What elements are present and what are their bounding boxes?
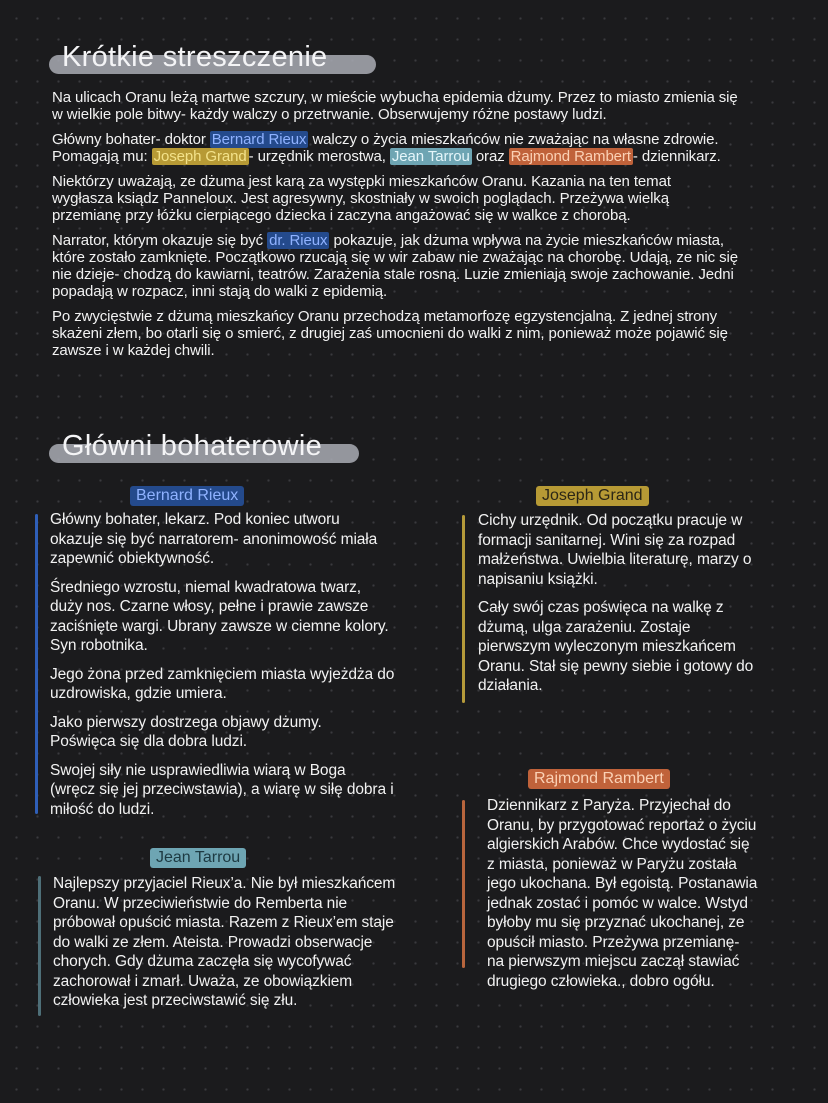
highlighted-name: Bernard Rieux [211,131,307,148]
text-line: Cały swój czas poświęca na walkę z [478,599,724,616]
text-line: chorych. Gdy dżuma zaczęła się wycofywać [53,953,352,970]
text-line [52,342,738,359]
text-segment: Na ulicach Oranu leżą martwe szczury, w mieście wybucha epidemia dżumy. Przez to miasto zmienia się [52,89,738,106]
text-line [52,232,738,249]
text-line: Cichy urzędnik. Od początku pracuje w [478,512,743,529]
highlighted-name: Rajmond Rambert [510,148,631,165]
text-line: Najlepszy przyjaciel Rieux’a. Nie był mieszkańcem [53,875,396,892]
text-segment: w wielkie pole bitwy- każdy walczy o przetrwanie. Obserwujemy różne postawy ludzi. [52,106,607,123]
text-line: człowieka jest przeciwstawić się złu. [53,992,298,1009]
text-line: na pierwszym miejscu zaczął stawiać [487,953,740,970]
text-segment: które zostało zamknięte. Początkowo rzucają się w wir zabaw nie zważając na chorobę. Udają, ze nic się [52,249,738,266]
text-line: jednak zostać i pomóc w walce. Wstyd [487,894,748,912]
text-line: działania. [478,677,543,694]
accent-bar-orange [462,800,465,968]
text-line: Jako pierwszy dostrzega objawy dżumy. [50,713,322,731]
text-segment: przemianę przy łóżku cierpiącego dziecka i zaczyna angażować się w walkce z chorobą. [52,207,631,224]
character-name-grand: Joseph Grand [536,486,649,506]
text-line: Syn robotnika. [50,637,148,654]
text-segment: Narrator, którym okazuje się być [52,232,268,249]
text-line: pierwszym wyleczonym mieszkańcem [478,638,736,655]
accent-bar-teal [38,876,41,1016]
text-line: miłość do ludzi. [50,800,155,818]
section-title-summary: Krótkie streszczenie [62,41,328,73]
accent-bar-blue [35,514,38,814]
text-line: zapewnić obiektywność. [50,550,215,567]
paragraph [52,173,738,224]
text-line: Średniego wzrostu, niemal kwadratowa twarz, [50,578,362,596]
text-line: Poświęca się dla dobra ludzi. [50,733,247,750]
paragraph [53,874,395,1011]
text-line [52,266,738,283]
text-segment: Główny bohater- doktor [52,131,210,148]
text-segment: skażeni złem, bo otarli się o smierć, z drugiej zaś umocnieni do walki z nim, ponieważ może pojawić się [52,325,728,342]
character-text-rambert [487,796,757,1000]
text-line: drugiego człowieka., dobro ogółu. [487,972,715,990]
highlighted-name: Joseph Grand [153,148,247,165]
paragraph [50,510,394,569]
highlighted-name: Jean Tarrou [391,148,470,165]
text-segment: pokazuje, jak dżuma wpływa na życie mieszkańców miasta, [329,232,724,249]
text-line: algierskich Arabów. Chce wydostać się [487,836,750,853]
character-name-rambert: Rajmond Rambert [528,769,670,789]
text-line: duży nos. Czarne włosy, pełne i prawie zawsze [50,598,369,615]
paragraph [50,761,394,820]
paragraph [478,598,753,696]
text-segment: Po zwycięstwie z dżumą mieszkańcy Oranu przechodzą metamorfozę egzystencjalną. Z jednej strony [52,308,718,325]
character-name-tarrou: Jean Tarrou [150,848,246,868]
paragraph [50,665,394,704]
text-line [52,207,738,224]
text-line [52,190,738,207]
text-line: Oranu, by przygotować reportaż o życiu [487,816,757,834]
text-line: Główny bohater, lekarz. Pod koniec utworu [50,511,340,528]
text-line [52,89,738,106]
text-line: próbował opuścić miasta. Razem z Rieux’em staje [53,914,394,931]
section-title-characters: Główni bohaterowie [62,430,323,462]
summary-text [52,89,738,367]
text-line: napisaniu książki. [478,570,598,588]
text-segment: walczy o życia mieszkańców nie zważając na własne zdrowie. [308,131,719,148]
character-text-tarrou [53,874,395,1020]
text-line: do walki ze złem. Ateista. Prowadzi obserwacje [53,933,373,951]
text-line [52,131,738,148]
text-segment: Niektórzy uważają, ze dżuma jest karą za występki mieszkańców Oranu. Kazania na ten temat [52,173,671,190]
text-line [52,106,738,123]
text-line [52,173,738,190]
text-line: (wręcz się jej przeciwstawia), a wiarę w siłę dobra i [50,781,394,798]
text-line: byłoby mu się przyznać ukochanej, ze [487,914,745,931]
text-segment: zawsze i w każdej chwili. [52,342,215,359]
paragraph [52,308,738,359]
text-line: opuścił miasto. Przeżywa przemianę- [487,933,740,951]
text-line: jego ukochana. Był egoistą. Postanawia [487,875,758,892]
text-segment: - dziennikarz. [632,148,721,165]
paragraph [487,796,757,991]
text-segment: popadają w rozpacz, inni stają do walki z epidemią. [52,283,388,300]
text-segment: - urzędnik merostwa, [248,148,390,165]
paragraph [478,511,753,589]
text-line: Jego żona przed zamknięciem miasta wyjeżdża do [50,665,395,683]
text-line: uzdrowiska, gdzie umiera. [50,685,227,702]
paragraph [50,578,394,656]
highlighted-name: dr. Rieux [269,232,328,249]
text-segment: Pomagają mu: [52,148,152,165]
paragraph [50,713,394,752]
paragraph [52,131,738,165]
text-line [52,283,738,300]
text-line: zachorował i zmarł. Uważa, ze obowiązkiem [53,972,353,990]
text-line: zaciśnięte wargi. Ubrany zawsze w ciemne kolory. [50,617,389,635]
text-segment: oraz [471,148,509,165]
text-line: dżumą, ulga zarażeniu. Zostaje [478,618,691,636]
text-line [52,249,738,266]
text-line: małżeństwa. Uwielbia literaturę, marzy o [478,551,752,568]
paragraph [52,89,738,123]
text-line: Swojej siły nie usprawiedliwia wiarą w Boga [50,761,346,779]
text-line: okazuje się być narratorem- anonimowość miała [50,530,378,548]
text-segment: wygłasza ksiądz Panneloux. Jest agresywny, skostniały w swoich poglądach. Przeżywa wielką [52,190,669,207]
text-segment: nie dzieje- chodzą do kawiarni, teatrów. Zarażenia stale rosną. Luzie zmieniają swoje zachowanie. Jedni [52,266,734,283]
text-line: z miasta, ponieważ w Paryżu została [487,855,737,873]
text-line: Oranu. W przeciwieństwie do Remberta nie [53,894,348,912]
character-text-grand [478,511,753,705]
text-line [52,148,738,165]
character-name-rieux: Bernard Rieux [130,486,244,506]
text-line: Oranu. Stał się pewny siebie i gotowy do [478,657,754,675]
character-text-rieux [50,510,394,828]
text-line [52,325,738,342]
text-line: Dziennikarz z Paryża. Przyjechał do [487,797,731,814]
paragraph [52,232,738,300]
text-line [52,308,738,325]
accent-bar-yellow [462,515,465,703]
text-line: formacji sanitarnej. Wini się za rozpad [478,531,736,549]
